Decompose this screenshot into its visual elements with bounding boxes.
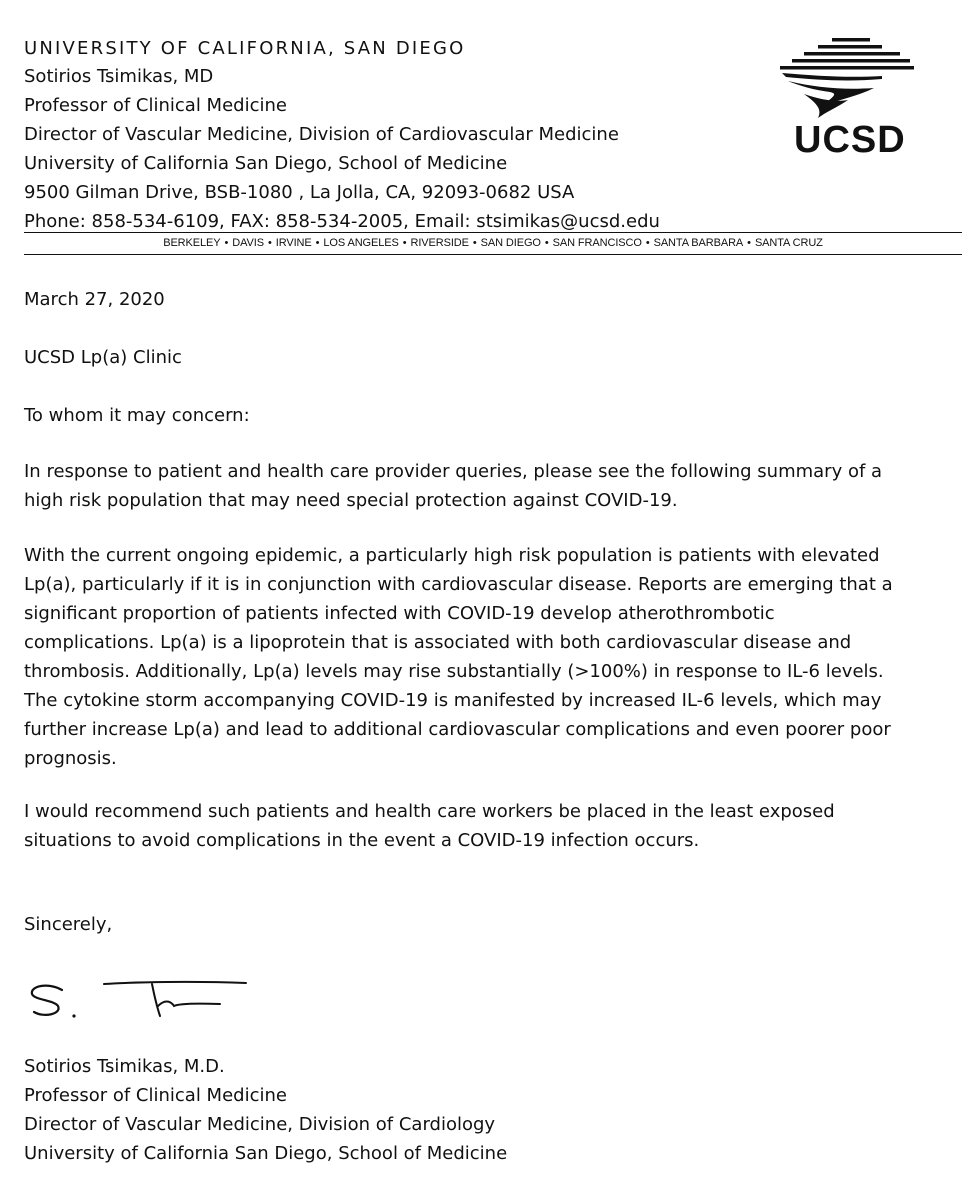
letter-closing: Sincerely, [24,914,113,935]
signature-block [24,1052,954,1168]
campus-separator: • [315,237,320,249]
campus-separator: • [472,237,477,249]
paragraph-line: high risk population that may need special protection against COVID-19. [24,490,678,511]
campus-name: SAN FRANCISCO [552,237,642,249]
author-institution: University of California San Diego, School of Medicine [24,153,508,174]
paragraph-line: prognosis. [24,748,117,769]
campus-separator: • [224,237,229,249]
campus-name: SAN DIEGO [480,237,541,249]
author-director-title: Director of Vascular Medicine, Division of Cardiovascular Medicine [24,124,619,145]
author-title: Professor of Clinical Medicine [24,95,287,116]
campus-name: SANTA CRUZ [754,237,823,249]
paragraph-3 [24,797,954,855]
campus-separator: • [747,237,751,249]
campus-name: SANTA BARBARA [653,237,744,249]
campus-name: DAVIS [232,237,264,249]
campus-name: BERKELEY [163,237,221,249]
author-contact: Phone: 858-534-6109, FAX: 858-534-2005, Email: stsimikas@ucsd.edu [24,211,660,232]
paragraph-line: significant proportion of patients infected with COVID-19 develop atherothrombotic [24,603,775,624]
campus-separator: • [544,237,549,249]
paragraph-line: With the current ongoing epidemic, a particularly high risk population is patients with elevated [24,545,880,566]
paragraph-line: The cytokine storm accompanying COVID-19 is manifested by increased IL-6 levels, which may [24,690,882,711]
signer-director-title: Director of Vascular Medicine, Division of Cardiology [24,1114,496,1135]
signer-name: Sotirios Tsimikas, M.D. [24,1056,225,1077]
letter-salutation: To whom it may concern: [24,405,250,426]
campus-name: IRVINE [275,237,312,249]
campus-separator: • [267,237,272,249]
paragraph-line: thrombosis. Additionally, Lp(a) levels may rise substantially (>100%) in response to IL-6 levels. [24,661,884,682]
university-name: UNIVERSITY OF CALIFORNIA, SAN DIEGO [24,38,466,59]
paragraph-line: complications. Lp(a) is a lipoprotein that is associated with both cardiovascular disease and [24,632,852,653]
campus-name: RIVERSIDE [410,237,469,249]
letterhead-rule-top [24,232,962,233]
ucsd-logo-text: UCSD [794,119,906,161]
paragraph-1 [24,457,954,515]
campus-list [24,235,962,251]
paragraph-line: situations to avoid complications in the event a COVID-19 infection occurs. [24,830,700,851]
paragraph-line: I would recommend such patients and health care workers be placed in the least exposed [24,801,835,822]
campus-name: LOS ANGELES [323,237,399,249]
paragraph-line: In response to patient and health care provider queries, please see the following summary of a [24,461,883,482]
paragraph-2 [24,541,954,773]
paragraph-line: further increase Lp(a) and lead to additional cardiovascular complications and even poorer poor [24,719,891,740]
author-name: Sotirios Tsimikas, MD [24,66,214,87]
paragraph-line: Lp(a), particularly if it is in conjunction with cardiovascular disease. Reports are emerging that a [24,574,893,595]
letter-recipient: UCSD Lp(a) Clinic [24,347,182,368]
signer-institution: University of California San Diego, School of Medicine [24,1143,508,1164]
letterhead-rule-bottom [24,254,962,255]
signer-title: Professor of Clinical Medicine [24,1085,287,1106]
letter-date: March 27, 2020 [24,289,165,310]
campus-separator: • [402,237,407,249]
campus-separator: • [645,237,650,249]
handwritten-signature [24,970,264,1040]
author-address: 9500 Gilman Drive, BSB-1080 , La Jolla, CA, 92093-0682 USA [24,182,575,203]
letterhead [24,36,724,236]
